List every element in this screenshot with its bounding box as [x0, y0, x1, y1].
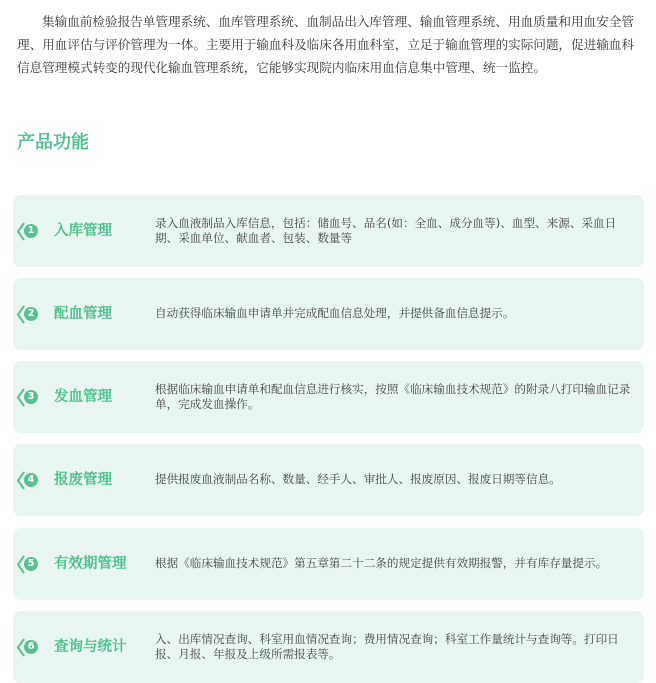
- feature-description: 自动获得临床输血申请单并完成配血信息处理，并提供备血信息提示。: [155, 306, 515, 321]
- feature-description: 根据《临床输血技术规范》第五章第二十二条的规定提供有效期报警，并有库存量提示。: [155, 556, 608, 571]
- feature-card: [13, 361, 644, 433]
- feature-card: [13, 611, 644, 683]
- feature-name: 查询与统计: [54, 639, 127, 655]
- intro-paragraph: 集输血前检验报告单管理系统、血库管理系统、血制品出入库管理、输血管理系统、用血质量和用血安全管理、用血评估与评价管理为一体。主要用于输血科及临床各用血科室，立足于输血管理的实际问题，促进输血科信息管理模式转变的现代化输血管理系统，它能够实现院内临床用血信息集中管理、统一监控。: [17, 14, 635, 75]
- feature-description: 入、出库情况查询、科室用血情况查询；费用情况查询；科室工作量统计与查询等。打印日报、月报、年报及上级所需报表等。: [155, 631, 619, 661]
- feature-name: 有效期管理: [54, 556, 127, 572]
- feature-number: 6: [24, 640, 38, 654]
- feature-description: 根据临床输血申请单和配血信息进行核实，按照《临床输血技术规范》的附录八打印输血记录单，完成发血操作。: [155, 381, 631, 411]
- number-badge-icon: [16, 222, 40, 241]
- feature-number: 3: [24, 390, 38, 404]
- section-title: 产品功能: [17, 132, 89, 153]
- feature-number: 2: [24, 307, 38, 321]
- number-badge-icon: [16, 638, 40, 657]
- number-badge-icon: [16, 555, 40, 574]
- feature-card: [13, 195, 644, 267]
- number-badge-icon: [16, 471, 40, 490]
- feature-name: 入库管理: [54, 223, 112, 239]
- feature-number: 5: [24, 557, 38, 571]
- feature-description: 录入血液制品入库信息，包括：储血号、品名(如：全血、成分血等)、血型、来源、采血日期、采血单位、献血者、包装、数量等: [155, 215, 617, 245]
- number-badge-icon: [16, 388, 40, 407]
- number-badge-icon: [16, 305, 40, 324]
- feature-card: [13, 528, 644, 600]
- feature-card: [13, 444, 644, 516]
- feature-number: 1: [24, 224, 38, 238]
- feature-name: 配血管理: [54, 306, 112, 322]
- feature-description: 提供报废血液制品名称、数量、经手人、审批人、报废原因、报废日期等信息。: [155, 472, 561, 487]
- feature-number: 4: [24, 473, 38, 487]
- feature-name: 报废管理: [54, 472, 112, 488]
- feature-card: [13, 278, 644, 350]
- feature-name: 发血管理: [54, 389, 112, 405]
